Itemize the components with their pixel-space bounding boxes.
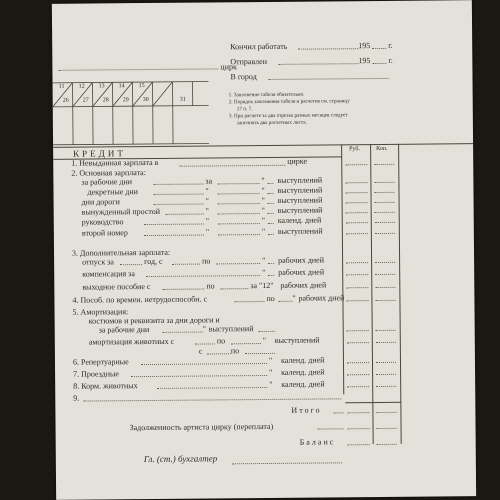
- row-line[interactable]: [268, 263, 274, 264]
- sent-year-suffix: г.: [388, 55, 393, 65]
- item-9-label: 9.: [73, 393, 80, 403]
- item-5-line[interactable]: [245, 353, 275, 354]
- item-7-quote: ": [269, 367, 273, 377]
- row-label: отпуск за: [82, 257, 114, 267]
- grid-day: 15: [138, 83, 145, 90]
- row-line[interactable]: [218, 193, 260, 194]
- row-line[interactable]: [146, 275, 260, 277]
- sent-label: Отправлен: [230, 56, 268, 67]
- rub-cell[interactable]: [345, 182, 367, 183]
- row-line[interactable]: [220, 288, 248, 289]
- row-label: вынужденный простой: [81, 206, 161, 217]
- kop-cell[interactable]: [375, 233, 395, 234]
- item-6-label: 6. Репертуарные: [72, 357, 129, 367]
- item-7-label: 7. Проездные: [73, 369, 119, 379]
- total-label: Итого: [291, 405, 322, 415]
- item-4-po: по: [266, 293, 275, 303]
- kop-column-header: Коп.: [376, 145, 388, 153]
- row-unit: выступлений: [277, 185, 323, 195]
- rub-cell[interactable]: [346, 222, 368, 223]
- item-7-line[interactable]: [131, 375, 267, 377]
- item-5-line[interactable]: [195, 343, 215, 344]
- artist-debt-label: Задолженность артиста цирку (переплата): [129, 421, 274, 433]
- row-line[interactable]: [144, 235, 204, 237]
- row-quote: ": [261, 185, 265, 196]
- item-8-quote: ": [269, 379, 273, 389]
- balance-kop-cell[interactable]: [377, 444, 397, 445]
- item-1-circus: цирке: [287, 156, 308, 166]
- to-city-line[interactable]: [269, 78, 389, 80]
- item-5-line[interactable]: [207, 353, 231, 354]
- circus-label: цирк: [220, 62, 237, 72]
- row-mid: год, с: [144, 256, 163, 267]
- note-line: 3. При расчете за два отрезка разных месяцев следует: [228, 112, 348, 120]
- row-line[interactable]: [218, 203, 260, 204]
- grid-day: 13: [98, 83, 105, 90]
- rub-column-header: Руб.: [349, 146, 360, 153]
- finished-year-prefix: 195: [358, 41, 371, 51]
- total-kop-cell[interactable]: [376, 412, 396, 413]
- grid-day: 27: [82, 97, 89, 104]
- money-column-rule-mid: [370, 144, 374, 444]
- row-label: за рабочие дни: [81, 177, 133, 187]
- item-5-label: 5. Амортизация:: [72, 307, 129, 317]
- row-quote: ": [262, 267, 266, 278]
- total-rub-cell[interactable]: [347, 412, 369, 413]
- item-9-line[interactable]: [83, 398, 341, 401]
- row-line[interactable]: [268, 223, 274, 224]
- item-6-quote: ": [268, 355, 273, 365]
- circus-name-line[interactable]: [58, 68, 218, 70]
- rub-cell[interactable]: [347, 342, 369, 343]
- item-5-line[interactable]: [163, 332, 203, 333]
- debt-kop-cell[interactable]: [377, 428, 397, 429]
- money-column-rule-right: [398, 144, 402, 444]
- row-quote: ": [261, 215, 266, 226]
- row-line[interactable]: [166, 214, 204, 215]
- item-4-unit: рабочих дней: [298, 293, 345, 303]
- item-2-label: 2. Основная зарплата:: [71, 168, 146, 178]
- grid-day: 11: [58, 83, 65, 90]
- row-line[interactable]: [154, 204, 204, 205]
- chief-accountant-label: Гл. (ст.) бухгалтер: [143, 453, 218, 465]
- money-column-rule-left: [341, 144, 344, 394]
- row-line[interactable]: [144, 224, 204, 226]
- row-po: по: [202, 256, 211, 266]
- item-5-animals-po: по: [216, 336, 226, 346]
- kop-cell[interactable]: [375, 222, 395, 223]
- item-5-line2-quote: ": [202, 324, 206, 334]
- note-line: 17 п. 7.: [236, 106, 253, 113]
- total-line[interactable]: [333, 412, 343, 413]
- item-6-line[interactable]: [141, 363, 267, 365]
- row-line[interactable]: [154, 194, 204, 195]
- item-7-unit: календ. дней: [281, 367, 325, 377]
- kop-cell[interactable]: [374, 164, 394, 165]
- item-5-line2-unit: выступлений: [208, 324, 254, 334]
- note-line: 2. Порядок заполнения табеля и расчетов см. страницу: [228, 98, 350, 106]
- row-label: декретные дни: [87, 187, 138, 197]
- row-label: компенсация за: [82, 269, 135, 279]
- row-quote: ": [261, 195, 265, 206]
- grid-day: 31: [179, 96, 186, 103]
- row-unit: календ. дней: [277, 215, 322, 225]
- grid-day: 12: [78, 83, 85, 90]
- row-po: по: [206, 281, 215, 291]
- to-city-label: В город: [230, 72, 257, 82]
- kop-cell[interactable]: [375, 262, 395, 263]
- row-line[interactable]: [217, 183, 259, 184]
- rub-cell[interactable]: [346, 300, 368, 301]
- row-line[interactable]: [218, 223, 260, 224]
- grid-day: 29: [122, 97, 129, 104]
- row-unit: рабочих дней: [278, 267, 325, 277]
- kop-cell[interactable]: [376, 386, 396, 387]
- item-4-line[interactable]: [278, 301, 292, 302]
- note-line: 1. Заполнение табеля обязательно.: [228, 91, 305, 99]
- row-line[interactable]: [153, 184, 203, 185]
- finished-work-label: Кончил работать: [230, 41, 288, 52]
- row-line[interactable]: [268, 275, 274, 276]
- kop-cell[interactable]: [376, 330, 396, 331]
- row-label: выходное пособие с: [82, 281, 151, 292]
- item-4-quote: ": [292, 293, 296, 303]
- item-5-line2: за рабочие дни: [98, 325, 150, 335]
- row-label: дни дороги: [81, 197, 120, 207]
- row-unit: выступлений: [277, 226, 323, 236]
- grid-day: 30: [142, 97, 149, 104]
- item-5-line1: костюмов и реквизита за дни дороги и: [88, 315, 220, 326]
- finished-date-line[interactable]: [298, 48, 358, 50]
- balance-rub-cell[interactable]: [348, 444, 370, 445]
- item-8-label: 8. Корм. животных: [73, 381, 138, 391]
- kop-cell[interactable]: [375, 212, 395, 213]
- item-6-unit: календ. дней: [280, 355, 325, 365]
- rub-cell[interactable]: [346, 287, 368, 288]
- rub-cell[interactable]: [347, 386, 369, 387]
- row-za: ": [205, 206, 209, 216]
- row-line[interactable]: [268, 193, 274, 194]
- row-line[interactable]: [218, 213, 260, 214]
- rub-cell[interactable]: [346, 202, 368, 203]
- balance-label: Баланс: [299, 437, 336, 447]
- artist-debt-line[interactable]: [318, 428, 344, 429]
- row-line[interactable]: [218, 234, 260, 235]
- row-quote: за "12": [250, 280, 274, 291]
- row-line[interactable]: [268, 234, 274, 235]
- row-quote: ": [261, 175, 265, 186]
- item-1-line[interactable]: [179, 165, 285, 167]
- row-za: ": [205, 227, 210, 237]
- kop-cell[interactable]: [376, 374, 396, 375]
- kop-cell[interactable]: [375, 274, 395, 275]
- rub-cell[interactable]: [347, 362, 369, 363]
- kop-cell[interactable]: [374, 182, 394, 183]
- item-5-animals: амортизация животных с: [88, 336, 175, 347]
- item-3-label: 3. Дополнительная зарплата:: [71, 247, 171, 258]
- row-line[interactable]: [216, 263, 260, 264]
- row-unit: рабочих дней: [280, 280, 327, 290]
- money-cells: [52, 0, 472, 4]
- grid-day: 26: [62, 97, 69, 104]
- row-line[interactable]: [268, 213, 274, 214]
- row-quote: ": [262, 255, 266, 266]
- rub-cell[interactable]: [347, 330, 369, 331]
- item-5-animals-unit: выступлений: [274, 335, 320, 345]
- row-unit: рабочих дней: [278, 255, 325, 265]
- sent-year-line[interactable]: [372, 63, 386, 64]
- finished-year-suffix: г.: [388, 40, 393, 50]
- kop-cell[interactable]: [375, 287, 395, 288]
- document-sheet: [52, 0, 476, 500]
- item-5-po: по: [230, 346, 240, 356]
- row-line[interactable]: [120, 264, 142, 265]
- credit-title: КРЕДИТ: [73, 148, 126, 159]
- row-za: за: [205, 176, 213, 186]
- item-5-line[interactable]: [259, 331, 275, 332]
- row-line[interactable]: [172, 264, 200, 265]
- row-za: ": [205, 216, 210, 226]
- sent-year-prefix: 195: [358, 56, 371, 66]
- kop-cell[interactable]: [375, 202, 395, 203]
- debt-rub-cell[interactable]: [348, 428, 370, 429]
- item-8-unit: календ. дней: [281, 379, 325, 389]
- grid-day: 28: [102, 97, 109, 104]
- item-5-animals-quote: ": [262, 335, 267, 346]
- rub-cell[interactable]: [346, 212, 368, 213]
- sent-date-line[interactable]: [278, 63, 358, 65]
- item-1-label: 1. Невыданная зарплата в: [71, 157, 159, 168]
- row-za: ": [205, 186, 209, 196]
- row-line[interactable]: [162, 289, 204, 290]
- rub-cell[interactable]: [346, 262, 368, 263]
- kop-cell[interactable]: [375, 300, 395, 301]
- rub-cell[interactable]: [346, 274, 368, 275]
- kop-cell[interactable]: [374, 192, 394, 193]
- row-unit: выступлений: [277, 195, 323, 205]
- finished-year-line[interactable]: [372, 48, 386, 49]
- rub-cell[interactable]: [346, 233, 368, 234]
- kop-cell[interactable]: [376, 342, 396, 343]
- rub-cell[interactable]: [345, 192, 367, 193]
- row-quote: ": [261, 205, 265, 216]
- item-4-line[interactable]: [234, 301, 264, 302]
- grid-day: 14: [118, 83, 125, 90]
- item-5-line[interactable]: [231, 343, 261, 344]
- item-8-line[interactable]: [157, 387, 267, 389]
- row-unit: выступлений: [277, 175, 323, 185]
- chief-accountant-signature-line[interactable]: [232, 462, 342, 464]
- item-4-label: 4. Пособ. по времен. нетрудоспособн. с: [72, 294, 208, 305]
- row-za: ": [205, 196, 209, 206]
- note-line: заполнять два расчетных листа.: [236, 119, 307, 127]
- row-label: второй номер: [81, 228, 128, 238]
- row-line[interactable]: [267, 183, 273, 184]
- row-unit: выступлений: [277, 205, 323, 215]
- kop-cell[interactable]: [376, 362, 396, 363]
- row-quote: ": [261, 226, 266, 237]
- rub-cell[interactable]: [345, 164, 367, 165]
- row-label: руководство: [81, 217, 124, 227]
- rub-cell[interactable]: [347, 374, 369, 375]
- row-line[interactable]: [268, 203, 274, 204]
- item-5-c: с: [198, 346, 203, 356]
